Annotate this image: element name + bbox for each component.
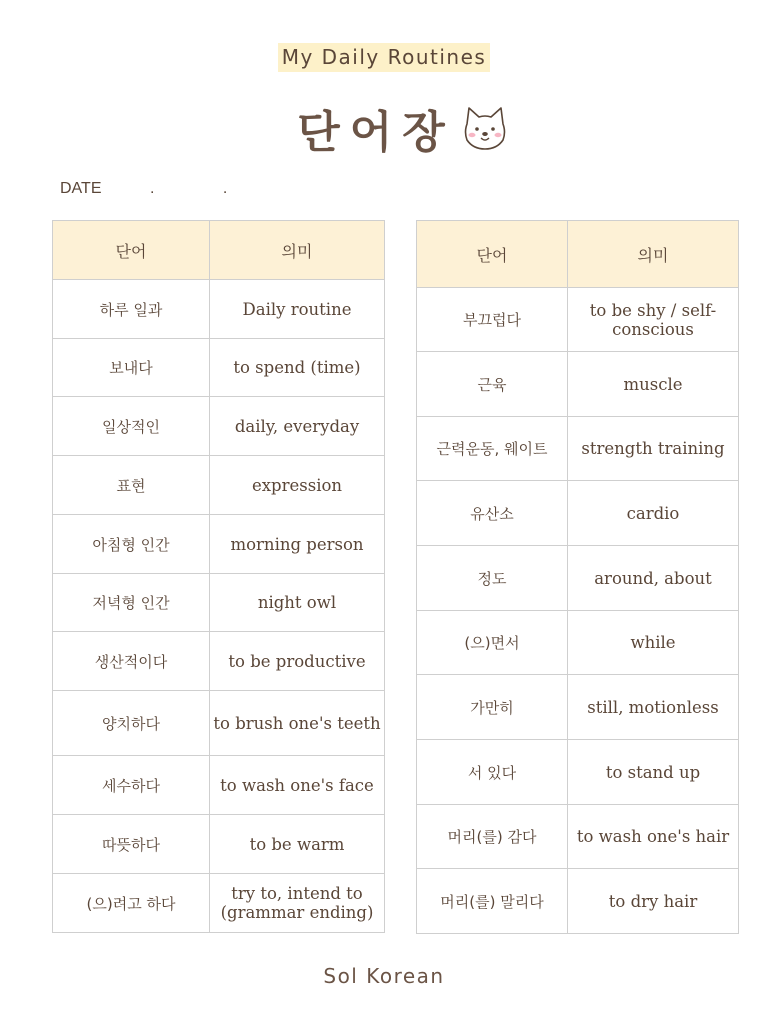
- table-row: [53, 574, 385, 632]
- word-cell: (으)면서: [417, 611, 568, 675]
- meaning-cell: to spend (time): [210, 339, 385, 397]
- word-cell: 아침형 인간: [53, 515, 210, 574]
- meaning-cell: cardio: [568, 481, 739, 546]
- table-row: [53, 691, 385, 756]
- meaning-cell: expression: [210, 456, 385, 515]
- page-subtitle: My Daily Routines: [278, 43, 491, 72]
- word-cell: 생산적이다: [53, 632, 210, 691]
- column-header-word: 단어: [417, 221, 568, 288]
- meaning-cell: to wash one's hair: [568, 805, 739, 869]
- table-row: [53, 756, 385, 815]
- meaning-cell: strength training: [568, 417, 739, 481]
- word-cell: 일상적인: [53, 397, 210, 456]
- word-cell: 부끄럽다: [417, 288, 568, 352]
- footer-brand: Sol Korean: [323, 964, 445, 988]
- word-cell: 서 있다: [417, 740, 568, 805]
- table-header-row: [417, 221, 739, 288]
- meaning-cell: to be productive: [210, 632, 385, 691]
- meaning-cell: to be warm: [210, 815, 385, 874]
- word-cell: 근력운동, 웨이트: [417, 417, 568, 481]
- meaning-cell: Daily routine: [210, 280, 385, 339]
- word-cell: 하루 일과: [53, 280, 210, 339]
- table-row: [53, 632, 385, 691]
- word-cell: 양치하다: [53, 691, 210, 756]
- word-cell: (으)려고 하다: [53, 874, 210, 933]
- word-cell: 저녁형 인간: [53, 574, 210, 632]
- table-row: [53, 397, 385, 456]
- dog-face-icon: [459, 102, 511, 154]
- table-row: [417, 740, 739, 805]
- table-row: [417, 417, 739, 481]
- table-row: [417, 352, 739, 417]
- table-row: [53, 815, 385, 874]
- vocab-table-left: [52, 220, 385, 933]
- table-row: [53, 339, 385, 397]
- column-header-meaning: 의미: [568, 221, 739, 288]
- meaning-cell: to brush one's teeth: [210, 691, 385, 756]
- meaning-cell: to be shy / self-conscious: [568, 288, 739, 352]
- word-cell: 정도: [417, 546, 568, 611]
- column-header-meaning: 의미: [210, 221, 385, 280]
- word-cell: 세수하다: [53, 756, 210, 815]
- word-cell: 근육: [417, 352, 568, 417]
- title-container: [0, 96, 768, 160]
- table-row: [417, 805, 739, 869]
- meaning-cell: while: [568, 611, 739, 675]
- meaning-cell: to dry hair: [568, 869, 739, 934]
- meaning-cell: still, motionless: [568, 675, 739, 740]
- table-row: [53, 456, 385, 515]
- word-cell: 유산소: [417, 481, 568, 546]
- meaning-cell: around, about: [568, 546, 739, 611]
- column-header-word: 단어: [53, 221, 210, 280]
- meaning-cell: try to, intend to (grammar ending): [210, 874, 385, 933]
- word-cell: 가만히: [417, 675, 568, 740]
- subtitle-container: [0, 43, 768, 72]
- date-label: DATE: [60, 180, 102, 197]
- date-blank: . .: [149, 180, 260, 197]
- vocab-table-right: [416, 220, 739, 934]
- table-row: [417, 869, 739, 934]
- meaning-cell: to stand up: [568, 740, 739, 805]
- word-cell: 머리(를) 감다: [417, 805, 568, 869]
- word-cell: 표현: [53, 456, 210, 515]
- table-row: [417, 288, 739, 352]
- meaning-cell: muscle: [568, 352, 739, 417]
- table-row: [417, 611, 739, 675]
- table-header-row: [53, 221, 385, 280]
- table-row: [417, 546, 739, 611]
- page-title: 단어장: [297, 107, 455, 158]
- meaning-cell: morning person: [210, 515, 385, 574]
- word-cell: 머리(를) 말리다: [417, 869, 568, 934]
- table-row: [53, 515, 385, 574]
- meaning-cell: daily, everyday: [210, 397, 385, 456]
- word-cell: 보내다: [53, 339, 210, 397]
- date-row: [60, 180, 259, 198]
- meaning-cell: to wash one's face: [210, 756, 385, 815]
- table-row: [417, 675, 739, 740]
- meaning-cell: night owl: [210, 574, 385, 632]
- table-row: [417, 481, 739, 546]
- table-row: [53, 874, 385, 933]
- word-cell: 따뜻하다: [53, 815, 210, 874]
- table-row: [53, 280, 385, 339]
